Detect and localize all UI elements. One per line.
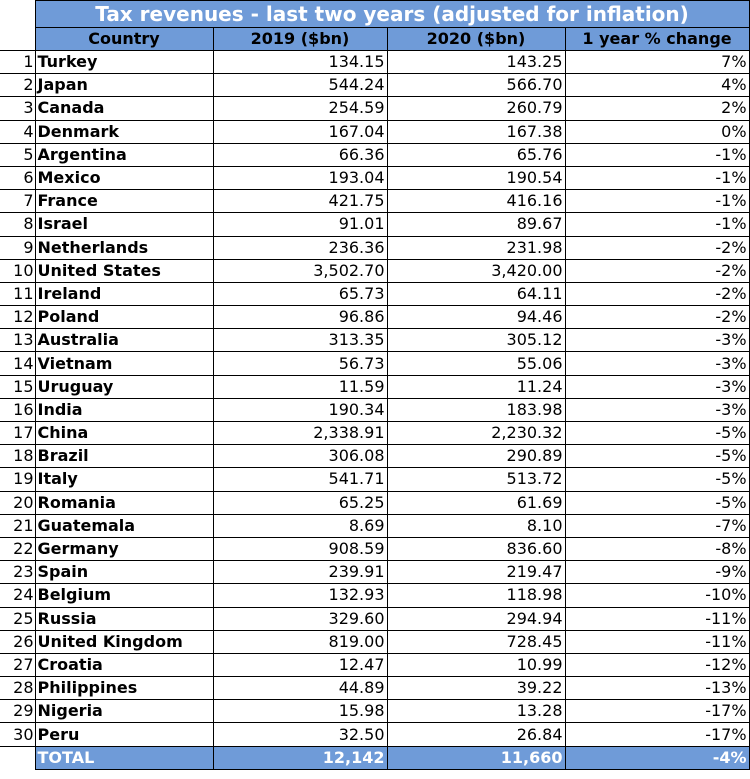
row-2019-value: 65.73 xyxy=(213,282,387,305)
row-2020-value: 260.79 xyxy=(387,97,565,120)
row-country: Denmark xyxy=(35,120,213,143)
row-country: Russia xyxy=(35,607,213,630)
row-country: Australia xyxy=(35,329,213,352)
row-country: United States xyxy=(35,259,213,282)
row-2020-value: 8.10 xyxy=(387,514,565,537)
row-rank: 1 xyxy=(0,51,35,74)
row-rank: 28 xyxy=(0,677,35,700)
row-change-value: -5% xyxy=(565,445,749,468)
row-rank: 4 xyxy=(0,120,35,143)
row-2020-value: 294.94 xyxy=(387,607,565,630)
row-change-value: 7% xyxy=(565,51,749,74)
row-2020-value: 65.76 xyxy=(387,143,565,166)
row-rank: 8 xyxy=(0,213,35,236)
row-2019-value: 44.89 xyxy=(213,677,387,700)
table-row xyxy=(0,537,749,560)
table-body xyxy=(0,51,749,747)
table-row xyxy=(0,236,749,259)
row-change-value: -2% xyxy=(565,236,749,259)
row-2019-value: 15.98 xyxy=(213,700,387,723)
row-2019-value: 56.73 xyxy=(213,352,387,375)
row-country: Japan xyxy=(35,74,213,97)
row-2019-value: 193.04 xyxy=(213,166,387,189)
column-header-country: Country xyxy=(35,28,213,51)
row-rank: 5 xyxy=(0,143,35,166)
row-rank: 26 xyxy=(0,630,35,653)
row-change-value: -5% xyxy=(565,468,749,491)
row-change-value: -2% xyxy=(565,259,749,282)
row-country: France xyxy=(35,190,213,213)
row-2019-value: 96.86 xyxy=(213,306,387,329)
row-rank: 27 xyxy=(0,653,35,676)
total-label: TOTAL xyxy=(35,746,213,769)
row-change-value: 0% xyxy=(565,120,749,143)
title-row xyxy=(0,1,749,28)
row-change-value: -13% xyxy=(565,677,749,700)
table-row xyxy=(0,329,749,352)
row-country: United Kingdom xyxy=(35,630,213,653)
row-change-value: -1% xyxy=(565,213,749,236)
row-2019-value: 541.71 xyxy=(213,468,387,491)
row-2020-value: 219.47 xyxy=(387,561,565,584)
row-country: Romania xyxy=(35,491,213,514)
row-change-value: -2% xyxy=(565,306,749,329)
table-row xyxy=(0,445,749,468)
row-change-value: -17% xyxy=(565,723,749,746)
row-2019-value: 66.36 xyxy=(213,143,387,166)
row-country: Poland xyxy=(35,306,213,329)
row-rank: 16 xyxy=(0,398,35,421)
table-row xyxy=(0,398,749,421)
header-row xyxy=(0,28,749,51)
row-change-value: -3% xyxy=(565,352,749,375)
row-change-value: -12% xyxy=(565,653,749,676)
table-row xyxy=(0,468,749,491)
row-2019-value: 8.69 xyxy=(213,514,387,537)
row-2020-value: 728.45 xyxy=(387,630,565,653)
row-2019-value: 32.50 xyxy=(213,723,387,746)
row-change-value: -7% xyxy=(565,514,749,537)
table-row xyxy=(0,190,749,213)
row-change-value: -9% xyxy=(565,561,749,584)
table-row xyxy=(0,306,749,329)
row-change-value: -5% xyxy=(565,491,749,514)
table-row xyxy=(0,700,749,723)
row-country: Ireland xyxy=(35,282,213,305)
row-change-value: -3% xyxy=(565,398,749,421)
row-2019-value: 3,502.70 xyxy=(213,259,387,282)
row-change-value: -3% xyxy=(565,375,749,398)
row-country: Germany xyxy=(35,537,213,560)
row-country: Uruguay xyxy=(35,375,213,398)
row-country: Croatia xyxy=(35,653,213,676)
row-2019-value: 91.01 xyxy=(213,213,387,236)
row-2019-value: 544.24 xyxy=(213,74,387,97)
table-row xyxy=(0,630,749,653)
table-row xyxy=(0,352,749,375)
row-rank: 9 xyxy=(0,236,35,259)
table-row xyxy=(0,653,749,676)
column-header-2020: 2020 ($bn) xyxy=(387,28,565,51)
table-row xyxy=(0,213,749,236)
row-change-value: -8% xyxy=(565,537,749,560)
row-country: Spain xyxy=(35,561,213,584)
row-2019-value: 65.25 xyxy=(213,491,387,514)
row-change-value: -1% xyxy=(565,190,749,213)
row-country: Turkey xyxy=(35,51,213,74)
row-2020-value: 566.70 xyxy=(387,74,565,97)
row-2019-value: 239.91 xyxy=(213,561,387,584)
row-change-value: -11% xyxy=(565,607,749,630)
table-row xyxy=(0,607,749,630)
row-rank: 29 xyxy=(0,700,35,723)
row-rank: 6 xyxy=(0,166,35,189)
row-country: Argentina xyxy=(35,143,213,166)
row-change-value: -10% xyxy=(565,584,749,607)
table-row xyxy=(0,143,749,166)
table-row xyxy=(0,677,749,700)
row-country: Brazil xyxy=(35,445,213,468)
row-2019-value: 421.75 xyxy=(213,190,387,213)
row-country: India xyxy=(35,398,213,421)
row-2020-value: 64.11 xyxy=(387,282,565,305)
row-2020-value: 143.25 xyxy=(387,51,565,74)
table-row xyxy=(0,120,749,143)
row-2019-value: 313.35 xyxy=(213,329,387,352)
row-rank: 20 xyxy=(0,491,35,514)
table-row xyxy=(0,723,749,746)
row-2020-value: 89.67 xyxy=(387,213,565,236)
row-rank: 3 xyxy=(0,97,35,120)
row-rank: 23 xyxy=(0,561,35,584)
table-row xyxy=(0,74,749,97)
table-row xyxy=(0,375,749,398)
row-rank: 25 xyxy=(0,607,35,630)
table-row xyxy=(0,561,749,584)
title-spacer xyxy=(0,1,35,28)
row-2020-value: 513.72 xyxy=(387,468,565,491)
row-change-value: -17% xyxy=(565,700,749,723)
table-row xyxy=(0,282,749,305)
row-2020-value: 26.84 xyxy=(387,723,565,746)
row-2019-value: 2,338.91 xyxy=(213,422,387,445)
row-2019-value: 236.36 xyxy=(213,236,387,259)
row-rank: 24 xyxy=(0,584,35,607)
row-country: Italy xyxy=(35,468,213,491)
row-2019-value: 329.60 xyxy=(213,607,387,630)
table-row xyxy=(0,584,749,607)
row-change-value: -1% xyxy=(565,143,749,166)
row-2020-value: 167.38 xyxy=(387,120,565,143)
row-2019-value: 254.59 xyxy=(213,97,387,120)
row-2020-value: 416.16 xyxy=(387,190,565,213)
column-header-2019: 2019 ($bn) xyxy=(213,28,387,51)
row-change-value: -5% xyxy=(565,422,749,445)
row-rank: 30 xyxy=(0,723,35,746)
row-2020-value: 2,230.32 xyxy=(387,422,565,445)
total-spacer xyxy=(0,746,35,769)
row-change-value: -3% xyxy=(565,329,749,352)
row-2020-value: 39.22 xyxy=(387,677,565,700)
row-2019-value: 306.08 xyxy=(213,445,387,468)
total-change: -4% xyxy=(565,746,749,769)
row-rank: 10 xyxy=(0,259,35,282)
row-country: Peru xyxy=(35,723,213,746)
row-2019-value: 11.59 xyxy=(213,375,387,398)
row-rank: 15 xyxy=(0,375,35,398)
row-2020-value: 55.06 xyxy=(387,352,565,375)
table-row xyxy=(0,166,749,189)
row-2019-value: 134.15 xyxy=(213,51,387,74)
row-2020-value: 13.28 xyxy=(387,700,565,723)
total-row xyxy=(0,746,749,769)
row-2020-value: 10.99 xyxy=(387,653,565,676)
row-2019-value: 908.59 xyxy=(213,537,387,560)
row-country: Guatemala xyxy=(35,514,213,537)
row-country: Belgium xyxy=(35,584,213,607)
row-2020-value: 11.24 xyxy=(387,375,565,398)
row-country: Vietnam xyxy=(35,352,213,375)
row-country: Canada xyxy=(35,97,213,120)
row-2020-value: 183.98 xyxy=(387,398,565,421)
row-2020-value: 118.98 xyxy=(387,584,565,607)
row-rank: 14 xyxy=(0,352,35,375)
row-change-value: -2% xyxy=(565,282,749,305)
row-rank: 21 xyxy=(0,514,35,537)
column-header-change: 1 year % change xyxy=(565,28,749,51)
row-rank: 11 xyxy=(0,282,35,305)
row-change-value: -1% xyxy=(565,166,749,189)
row-2020-value: 3,420.00 xyxy=(387,259,565,282)
total-2020: 11,660 xyxy=(387,746,565,769)
row-change-value: -11% xyxy=(565,630,749,653)
row-2020-value: 836.60 xyxy=(387,537,565,560)
row-country: Philippines xyxy=(35,677,213,700)
row-rank: 7 xyxy=(0,190,35,213)
table-row xyxy=(0,97,749,120)
row-country: Netherlands xyxy=(35,236,213,259)
table-row xyxy=(0,259,749,282)
row-country: Israel xyxy=(35,213,213,236)
row-change-value: 2% xyxy=(565,97,749,120)
row-change-value: 4% xyxy=(565,74,749,97)
table-row xyxy=(0,51,749,74)
row-2019-value: 190.34 xyxy=(213,398,387,421)
row-2019-value: 167.04 xyxy=(213,120,387,143)
table-title: Tax revenues - last two years (adjusted for inflation) xyxy=(35,1,749,28)
total-2019: 12,142 xyxy=(213,746,387,769)
row-2020-value: 61.69 xyxy=(387,491,565,514)
row-2020-value: 231.98 xyxy=(387,236,565,259)
row-2019-value: 132.93 xyxy=(213,584,387,607)
table-row xyxy=(0,422,749,445)
row-rank: 12 xyxy=(0,306,35,329)
row-2020-value: 290.89 xyxy=(387,445,565,468)
row-2020-value: 190.54 xyxy=(387,166,565,189)
row-country: Nigeria xyxy=(35,700,213,723)
row-2019-value: 12.47 xyxy=(213,653,387,676)
row-rank: 2 xyxy=(0,74,35,97)
row-rank: 13 xyxy=(0,329,35,352)
row-country: China xyxy=(35,422,213,445)
row-rank: 22 xyxy=(0,537,35,560)
row-2020-value: 305.12 xyxy=(387,329,565,352)
row-2019-value: 819.00 xyxy=(213,630,387,653)
row-2020-value: 94.46 xyxy=(387,306,565,329)
header-spacer xyxy=(0,28,35,51)
row-rank: 17 xyxy=(0,422,35,445)
row-rank: 19 xyxy=(0,468,35,491)
table-row xyxy=(0,491,749,514)
row-rank: 18 xyxy=(0,445,35,468)
row-country: Mexico xyxy=(35,166,213,189)
table-row xyxy=(0,514,749,537)
